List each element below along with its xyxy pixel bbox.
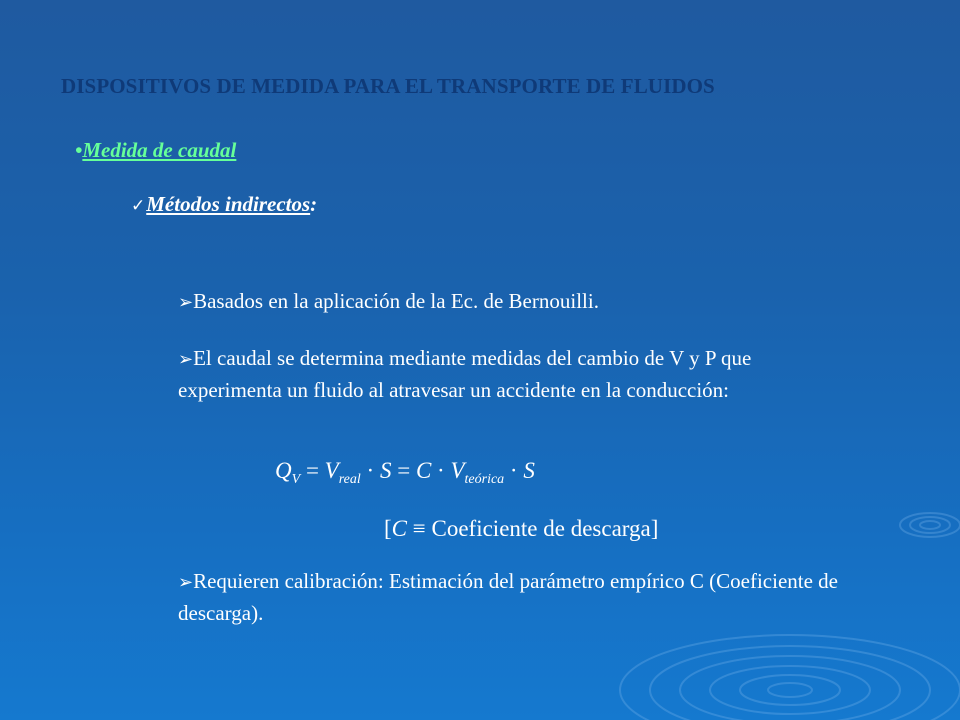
flow-rate-formula	[275, 458, 535, 488]
formula-v-teorica: V	[450, 458, 465, 483]
subheading-metodos-indirectos	[131, 192, 317, 217]
note-close-bracket: ]	[650, 516, 659, 541]
formula-equals-2: =	[391, 458, 416, 483]
bullet-item-1	[178, 286, 858, 318]
formula-v-teorica-subscript: teórica	[464, 472, 505, 487]
subheading-text: Medida de caudal	[82, 138, 237, 162]
formula-s-2: S	[523, 458, 535, 483]
note-c-variable: C	[391, 516, 408, 541]
formula-equals-1: =	[300, 458, 325, 483]
formula-v-real: V	[324, 458, 339, 483]
bullet-dot-icon: •	[75, 138, 83, 162]
note-open-bracket: [	[384, 516, 392, 541]
checkmark-icon: ✓	[131, 196, 146, 216]
formula-q: Q	[275, 458, 292, 483]
slide-title: DISPOSITIVOS DE MEDIDA PARA EL TRANSPORTE DE FLUIDOS	[61, 74, 715, 98]
subsubheading-colon: :	[310, 192, 318, 216]
formula-c: C	[415, 458, 432, 483]
subheading-medida-de-caudal	[75, 138, 236, 163]
arrow-bullet-icon: ➢	[178, 572, 194, 593]
note-equiv-symbol: ≡	[407, 516, 432, 541]
discharge-coefficient-note	[384, 516, 658, 542]
formula-s-1: S	[379, 458, 392, 483]
formula-dot-1: ·	[360, 458, 380, 483]
formula-q-subscript: V	[291, 472, 301, 487]
bullet-text-1: Basados en la aplicación de la Ec. de Bernouilli.	[193, 289, 599, 313]
bullet-item-2	[178, 343, 858, 405]
formula-v-real-subscript: real	[338, 472, 361, 487]
note-text: Coeficiente de descarga	[431, 516, 651, 541]
bullet-item-3	[178, 566, 858, 628]
subsubheading-text: Métodos indirectos	[146, 192, 311, 216]
formula-dot-2: ·	[431, 458, 451, 483]
formula-dot-3: ·	[504, 458, 524, 483]
arrow-bullet-icon: ➢	[178, 349, 194, 370]
bullet-text-2: El caudal se determina mediante medidas del cambio de V y P que experimenta un fluido al atravesar un accidente en la conducción:	[178, 346, 752, 402]
arrow-bullet-icon: ➢	[178, 292, 194, 313]
bullet-text-3: Requieren calibración: Estimación del parámetro empírico C (Coeficiente de descarga).	[178, 569, 839, 625]
